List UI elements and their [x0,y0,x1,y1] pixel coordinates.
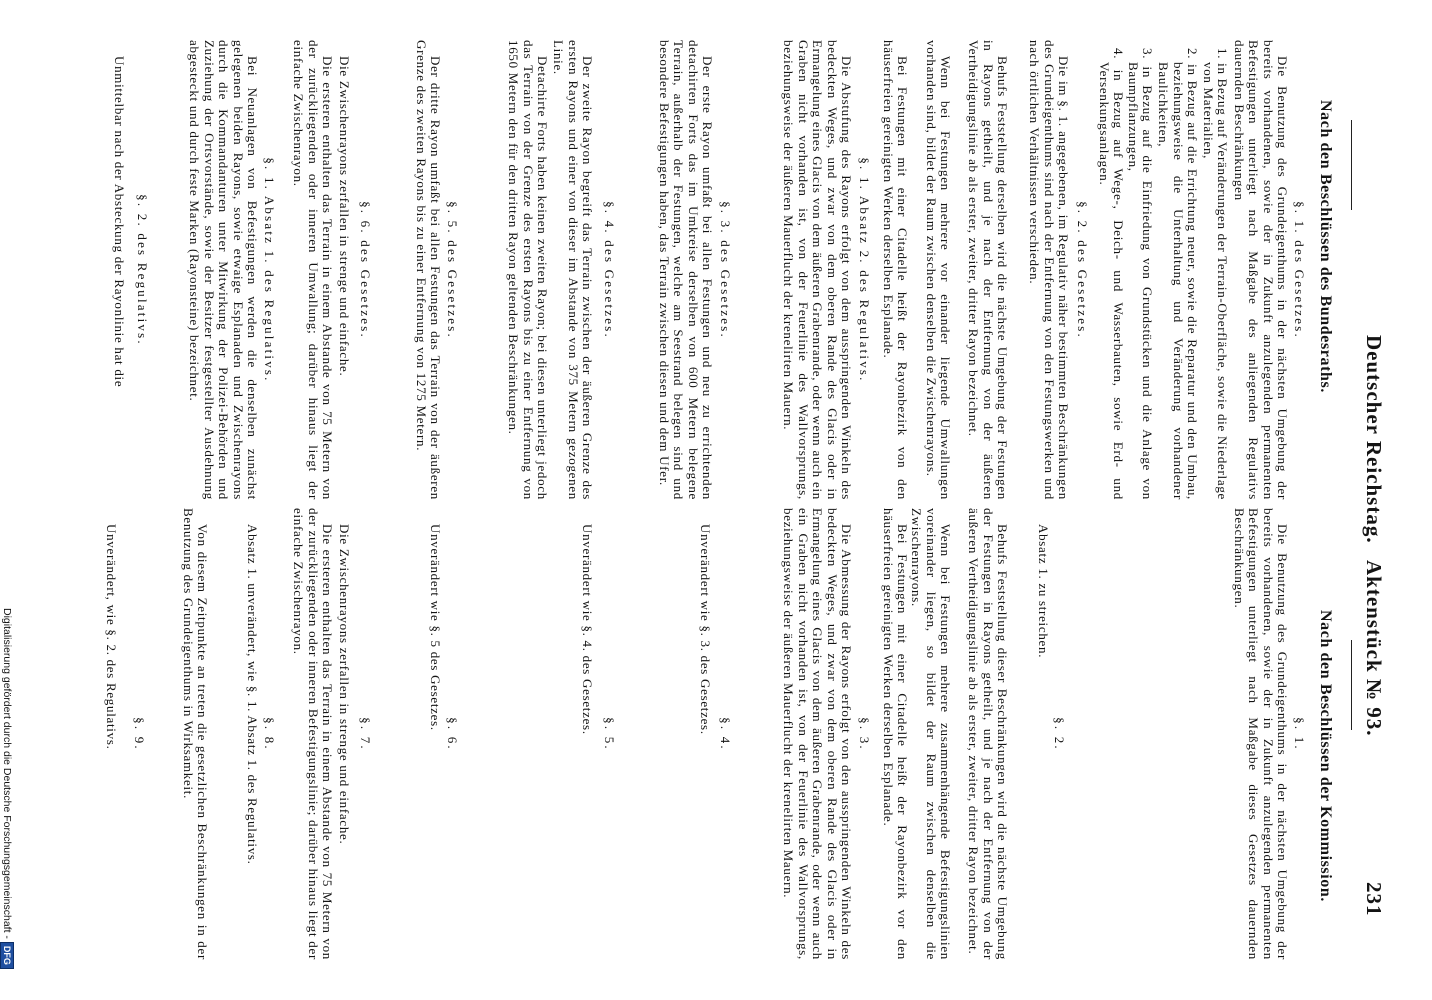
credit-text: Digitalisierung gefördert durch die Deutsche Forschungsgemeinschaft - [1,608,13,939]
section-heading: §. 4. [718,717,733,751]
list-item: 1. in Bezug auf Veränderungen der Terrain-Oberfläche, sowie die Niederlage von Materialien, [1200,48,1230,500]
paragraph: Behufs Feststellung dieser Beschränkungen wird die nächste Umgebung der Festungen in Rayons getheilt, und je nach der Entfernung von der äußeren Vertheidigungslinie ab als erster, zweiter, dritter Rayon bezeichnet. [966,508,1010,960]
section-heading: §. 9. [132,717,147,751]
section-heading: §. 5. des Gesetzes. [445,201,460,339]
left-column-heading: Nach den Beschlüssen des Bundesraths. [1317,100,1334,393]
page-number: 231 [1362,882,1386,917]
section-heading: §. 1. Absatz 1. des Regulativs. [262,157,277,383]
right-column [0,508,1432,960]
section-heading: §. 6. [445,717,460,751]
section-heading: §. 3. des Gesetzes. [718,201,733,339]
paragraph: Detachirte Forts haben keinen zweiten Rayon; bei diesen unterliegt jedoch das Terrain von der Grenze des ersten Rayons bis zu einer Entfernung von 1650 Metern den für den dritten Rayon geltenden Beschränkungen. [506,40,550,500]
paragraph: Der zweite Rayon begreift das Terrain zwischen der äußeren Grenze des ersten Rayons und einer von dieser im Abstande von 375 Metern gezogenen Linie. [551,40,595,500]
paragraph: Der dritte Rayon umfaßt bei allen Festungen das Terrain von der äußeren Grenze des zweiten Rayons bis zu einer Entfernung von 1275 Metern. [413,40,443,500]
section-heading: §. 4. des Gesetzes. [602,201,617,339]
paragraph: Die Zwischenrayons zerfallen in strenge und einfache. [337,524,352,845]
paragraph: Wenn bei Festungen mehrere zusammenhängende Befestigungslinien voreinander liegen, so bildet der Raum zwischen denselben die Zwischenrayons. [909,508,953,960]
section-heading: §. 1. Absatz 2. des Regulativs. [857,157,872,383]
paragraph: Absatz 1. zu streichen. [1036,524,1051,659]
journal-title: Deutscher Reichstag. [1362,335,1386,544]
right-column-heading: Nach den Beschlüssen der Kommission. [1317,610,1334,903]
paragraph: Bei Festungen mit einer Citadelle heißt der Rayonbezirk von den häuserfreien gereinigten Werken derselben Esplanade. [880,40,910,500]
section-heading: §. 3. [857,717,872,751]
section-heading: §. 1. [1292,717,1307,751]
list-item: 4. in Bezug auf Wege-, Deich- und Wasserbauten, sowie Erd- und Versenkungsanlagen. [1096,48,1126,500]
paragraph: Der erste Rayon umfaßt bei allen Festungen und neu zu errichtenden detachirten Forts das im Umkreise derselben von 600 Metern belegene Terrain, außerhalb der Festungen, welche am Seestrand belegen sind und besondere Befestigungen haben, das Terrain zwischen diesen und dem Ufer. [656,40,715,500]
dfg-logo: DFG [0,942,14,969]
paragraph: Die ersteren enthalten das Terrain in einem Abstande von 75 Metern von der zurückliegenden oder inneren Befestigungslinie; darüber hinaus liegt der einfache Zwischenrayon. [291,508,335,960]
list-item: 3. in Bezug auf die Einfriedung von Grundstücken und die Anlage von Baumpflanzungen, [1125,48,1155,500]
paragraph: Unverändert, wie §. 2. des Regulativs. [104,524,119,750]
section-heading: §. 1. des Gesetzes. [1292,201,1307,339]
paragraph: Die Benutzung des Grundeigenthums in der nächsten Umgebung der bereits vorhandenen, sowie der in Zukunft anzulegenden permanenten Befestigungen unterliegt nach Maßgabe des anliegenden Regulativs dauernden Beschränkungen [1231,40,1290,500]
paragraph: Die Abmessung der Rayons erfolgt von den ausspringenden Winkeln des bedeckten Weges, und zwar von dem oberen Rande des Glacis oder in Ermangelung eines Glacis von dem äußeren Grabenrande, oder wenn auch ein Graben nicht vorhanden ist, von der Feuerlinie des Wallvorsprungs, beziehungsweise der äußeren Mauerflucht der krenelirten Mauern. [781,508,854,960]
paragraph: Unmittelbar nach der Absteckung der Rayonlinie hat die [112,56,127,388]
digitization-credit [0,608,14,969]
section-heading: §. 2. des Gesetzes. [1075,201,1090,339]
section-heading: §. 5. [602,717,617,751]
paragraph: Absatz 1. unverändert, wie §. 1. Absatz 1. des Regulativs. [245,524,260,865]
paragraph: Unverändert wie §. 3. des Gesetzes. [698,524,713,735]
paragraph: Die Benutzung des Grundeigenthums in der nächsten Umgebung der bereits vorhandenen, sowie der in Zukunft anzulegenden permanenten Befestigungen unterliegt nach Maßgabe dieses Gesetzes dauernden Beschränkungen. [1231,508,1290,960]
paragraph: Die im §. 1. angegebenen, im Regulativ näher bestimmten Beschränkungen des Grundeigenthums sind nach der Entfernung von den Festungswerken und nach örtlichen Verhältnissen verschieden. [1027,40,1071,500]
section-heading: §. 6. des Gesetzes. [358,201,373,339]
paragraph: Unverändert wie §. 4. des Gesetzes. [580,524,595,735]
paragraph: Unverändert wie §. 5 des Gesetzes. [428,524,443,731]
paragraph: Die Zwischenrayons zerfallen in strenge und einfache. [337,56,352,377]
section-heading: §. 2. [1052,717,1067,751]
list-item: 2. in Bezug auf die Errichtung neuer, sowie die Reparatur und den Umbau, beziehungsweise die Unterhaltung und Veränderung vorhandener Baulichkeiten, [1156,48,1200,500]
paragraph: Die Abstufung des Rayons erfolgt von dem ausspringenden Winkeln des bedeckten Weges, und zwar von dem oberen Rande des Glacis oder in Ermangelung eines Glacis von dem äußeren Grabenrande, oder wenn auch ein Graben nicht vorhanden ist, von der Feuerlinie des Wallvorsprungs, beziehungsweise der äußeren Mauerflucht der krenelirten Mauern. [781,40,854,500]
section-heading: §. 2. des Regulativs. [135,194,150,346]
paragraph: Von diesem Zeitpunkte an treten die gesetzlichen Beschränkungen in der Benutzung des Grundeigenthums in Wirksamkeit. [180,508,210,960]
paragraph: Behufs Feststellung derselben wird die nächste Umgebung der Festungen in Rayons getheilt, und je nach der Entfernung von der äußeren Vertheidigungslinie ab als erster, zweiter, dritter Rayon bezeichnet. [966,40,1010,500]
section-heading: §. 8. [262,717,277,751]
paragraph: Die ersteren enthalten das Terrain in einem Abstande von 75 Metern von der zurückliegenden oder inneren Umwallung; darüber hinaus liegt der einfache Zwischenrayon. [291,40,335,500]
section-heading: §. 7. [358,717,373,751]
paragraph: Bei Festungen mit einer Citadelle heißt der Rayonbezirk vor den häuserfreien gereinigten Werken derselben Esplanade. [880,508,910,960]
left-column [0,40,1432,500]
paragraph: Bei Neuanlagen von Befestigungen werden die denselben zunächst gelegenen beiden Rayons, sowie etwaige Esplanaden und Zwischenrayons durch die Kommandanturen unter Mitwirkung der Polizei-Behörden und Zuziehung der Ortsvorstände, sowie der Besitzer festgestellter Ausdehnung abgesteckt und durch feste Marken (Rayonsteine) bezeichnet. [187,40,260,500]
document-number: Aktenstück № 93. [1362,560,1386,737]
paragraph: Wenn bei Festungen mehrere vor einander liegende Umwallungen vorhanden sind, bildet der Raum zwischen denselben die Zwischenrayons. [923,40,953,500]
